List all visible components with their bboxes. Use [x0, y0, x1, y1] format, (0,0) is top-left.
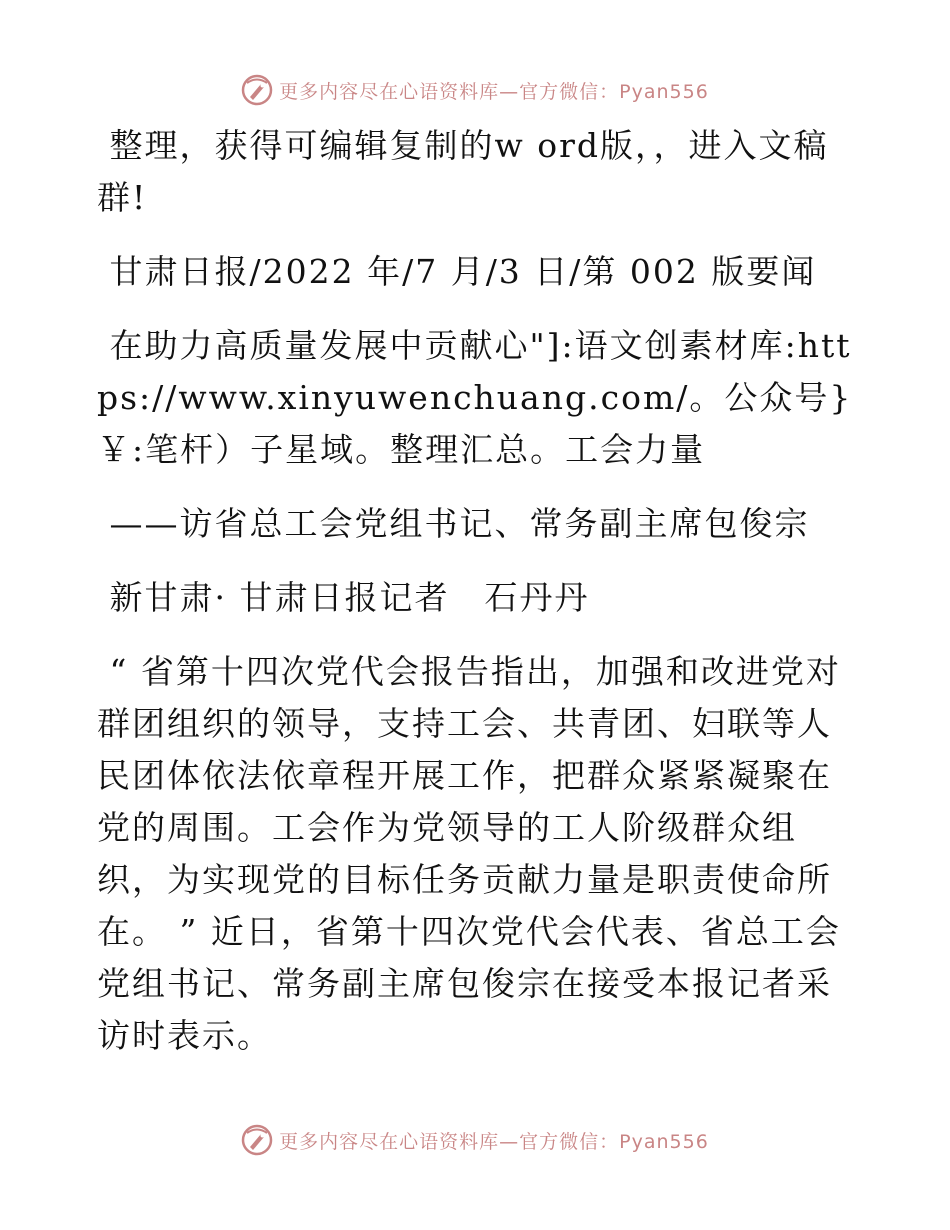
header-banner-text: 更多内容尽在心语资料库—官方微信：Pyan556: [279, 80, 709, 103]
body-paragraph: “ 省第十四次党代会报告指出，加强和改进党对群团组织的领导，支持工会、共青团、妇联等人民团体依法依章程开展工作，把群众紧紧凝聚在党的周围。工会作为党领导的工人阶级群众组织，为实现党的目标任务贡献力量是职责使命所在。 ” 近日，省第十四次党代会代表、省总工会党组书记、常务副主席包俊宗在接受本报记者采访时表示。: [97, 652, 841, 1055]
header-banner: [0, 70, 950, 110]
source-line: 甘肃日报/2022 年/7 月/3 日/第 002 版要闻: [97, 252, 817, 291]
article-subtitle: ——访省总工会党组书记、常务副主席包俊宗: [97, 504, 810, 543]
footer-banner: [0, 1120, 950, 1160]
pen-nib-logo-icon: [241, 74, 273, 106]
document-body: [97, 120, 857, 1084]
footer-banner-text: 更多内容尽在心语资料库—官方微信：Pyan556: [279, 1130, 709, 1153]
intro-paragraph: 整理，获得可编辑复制的w ord版，，进入文稿群!: [97, 126, 829, 217]
byline: 新甘肃· 甘肃日报记者 石丹丹: [97, 578, 590, 617]
article-title: 在助力高质量发展中贡献心"]:语文创素材库:https://www.xinyuwenchuang.com/。公众号}￥:笔杆）子星域。整理汇总。工会力量: [97, 326, 853, 469]
pen-nib-logo-icon: [241, 1124, 273, 1156]
